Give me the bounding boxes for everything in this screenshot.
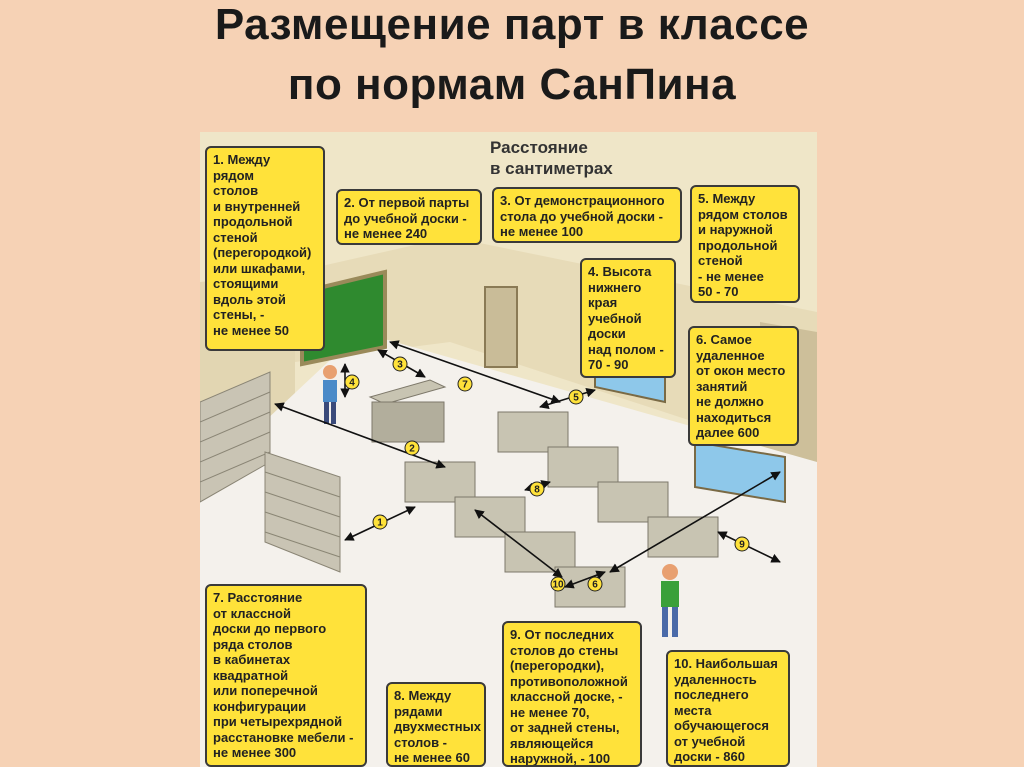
marker-10: [551, 577, 565, 591]
note-6: 6. Самое удаленное от окон место занятий не должно находиться далее 600: [688, 326, 799, 446]
note-3: 3. От демонстрационного стола до учебной доски - не менее 100: [492, 187, 682, 243]
note-9: 9. От последних столов до стены (перегородки), противоположной классной доске, - не менее 70, от задней стены, являющейся наружной, - 100: [502, 621, 642, 767]
svg-text:7: 7: [462, 379, 468, 391]
svg-text:5: 5: [573, 392, 579, 404]
svg-text:9: 9: [739, 539, 745, 551]
note-8: 8. Между рядами двухместных столов - не менее 60: [386, 682, 486, 767]
classroom-diagram: [200, 132, 817, 767]
marker-5: [569, 390, 583, 404]
svg-text:2: 2: [409, 443, 415, 455]
note-4: 4. Высота нижнего края учебной доски над полом - 70 - 90: [580, 258, 676, 378]
marker-1: [373, 515, 387, 529]
marker-3: [393, 357, 407, 371]
svg-text:1: 1: [377, 517, 383, 529]
svg-text:10: 10: [552, 579, 564, 591]
note-5: 5. Между рядом столов и наружной продольной стеной - не менее 50 - 70: [690, 185, 800, 303]
svg-text:3: 3: [397, 359, 403, 371]
note-1: 1. Между рядом столов и внутренней продольной стеной (перегородкой) или шкафами, стоящими вдоль этой стены, - не менее 50: [205, 146, 325, 351]
svg-text:8: 8: [534, 484, 540, 496]
note-2: 2. От первой парты до учебной доски - не менее 240: [336, 189, 482, 245]
marker-7: [458, 377, 472, 391]
marker-2: [405, 441, 419, 455]
marker-9: [735, 537, 749, 551]
slide-title-line1: Размещение парт в классе: [214, 0, 810, 49]
svg-text:6: 6: [592, 579, 598, 591]
svg-text:4: 4: [349, 377, 355, 389]
slide-title-line2: по нормам СанПина: [287, 60, 737, 109]
marker-4: [345, 375, 359, 389]
door: [485, 287, 517, 367]
note-10: 10. Наибольшая удаленность последнего места обучающегося от учебной доски - 860: [666, 650, 790, 767]
note-7: 7. Расстояние от классной доски до первого ряда столов в кабинетах квадратной или поперечной конфигурации при четырехрядной расстановке мебели - не менее 300: [205, 584, 367, 767]
marker-6: [588, 577, 602, 591]
marker-8: [530, 482, 544, 496]
diagram-subtitle: Расстояние в сантиметрах: [490, 138, 613, 178]
